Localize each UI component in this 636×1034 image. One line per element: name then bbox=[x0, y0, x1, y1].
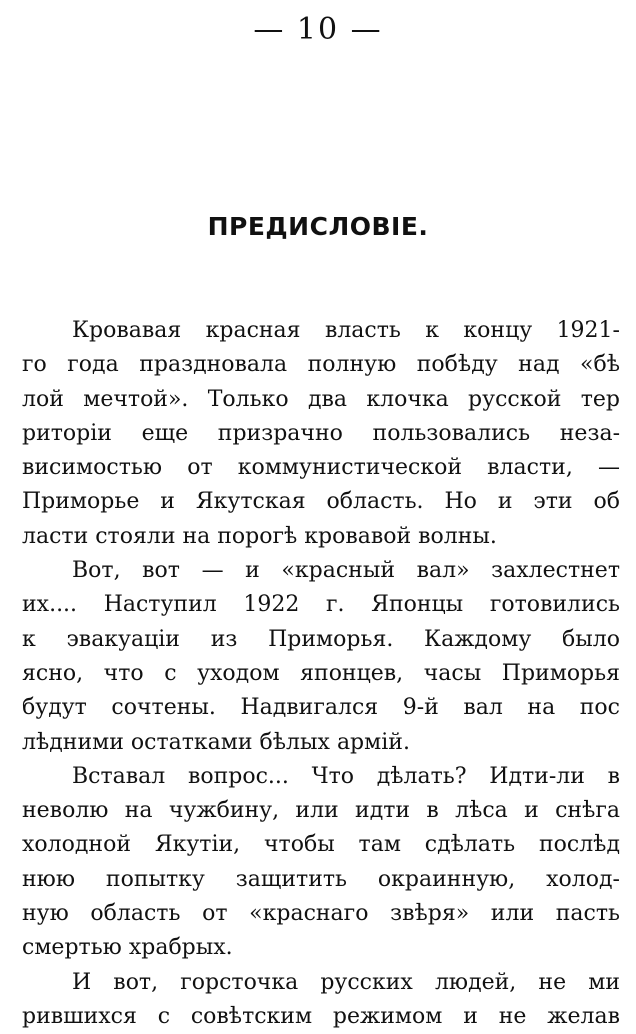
text-line: лой мечтой». Только два клочка русской тер bbox=[22, 386, 620, 412]
chapter-heading: ПРЕДИСЛОВІЕ. bbox=[207, 212, 429, 241]
text-line: рившихся с совѣтским режимом и не желав bbox=[22, 1003, 620, 1029]
text-line: ласти стояли на порогѣ кровавой волны. bbox=[22, 523, 497, 549]
text-line: неволю на чужбину, или идти в лѣса и снѣга bbox=[22, 798, 620, 824]
text-line: их.... Наступил 1922 г. Японцы готовились bbox=[22, 592, 620, 618]
text-line: лѣдними остатками бѣлых армій. bbox=[22, 729, 410, 755]
text-line: к эвакуаціи из Приморья. Каждому было bbox=[22, 626, 620, 652]
text-line: будут сочтены. Надвигался 9-й вал на пос bbox=[22, 695, 620, 721]
body-text bbox=[22, 314, 620, 1034]
text-line: ную область от «краснаго звѣря» или пасть bbox=[22, 901, 620, 927]
text-line: Кровавая красная власть к концу 1921- bbox=[72, 318, 620, 343]
text-line: холодной Якутіи, чтобы там сдѣлать послѣд bbox=[22, 832, 620, 858]
page-number: — 10 — bbox=[253, 12, 383, 47]
text-line: ясно, что с уходом японцев, часы Приморья bbox=[22, 660, 620, 686]
text-line: Вставал вопрос... Что дѣлать? Идти-ли в bbox=[72, 763, 620, 789]
text-line: висимостью от коммунистической власти, — bbox=[22, 455, 620, 481]
text-line: смертью храбрых. bbox=[22, 935, 233, 961]
text-line: нюю попытку защитить окраинную, холод- bbox=[22, 866, 620, 892]
text-line: И вот, горсточка русских людей, не ми bbox=[72, 969, 620, 995]
text-line: Вот, вот — и «красный вал» захлестнет bbox=[72, 558, 620, 584]
text-line: риторіи еще призрачно пользовались неза- bbox=[22, 420, 620, 446]
text-line: го года праздновала полную побѣду над «бѣ bbox=[22, 352, 620, 378]
text-line: Приморье и Якутская область. Но и эти об bbox=[22, 489, 620, 515]
